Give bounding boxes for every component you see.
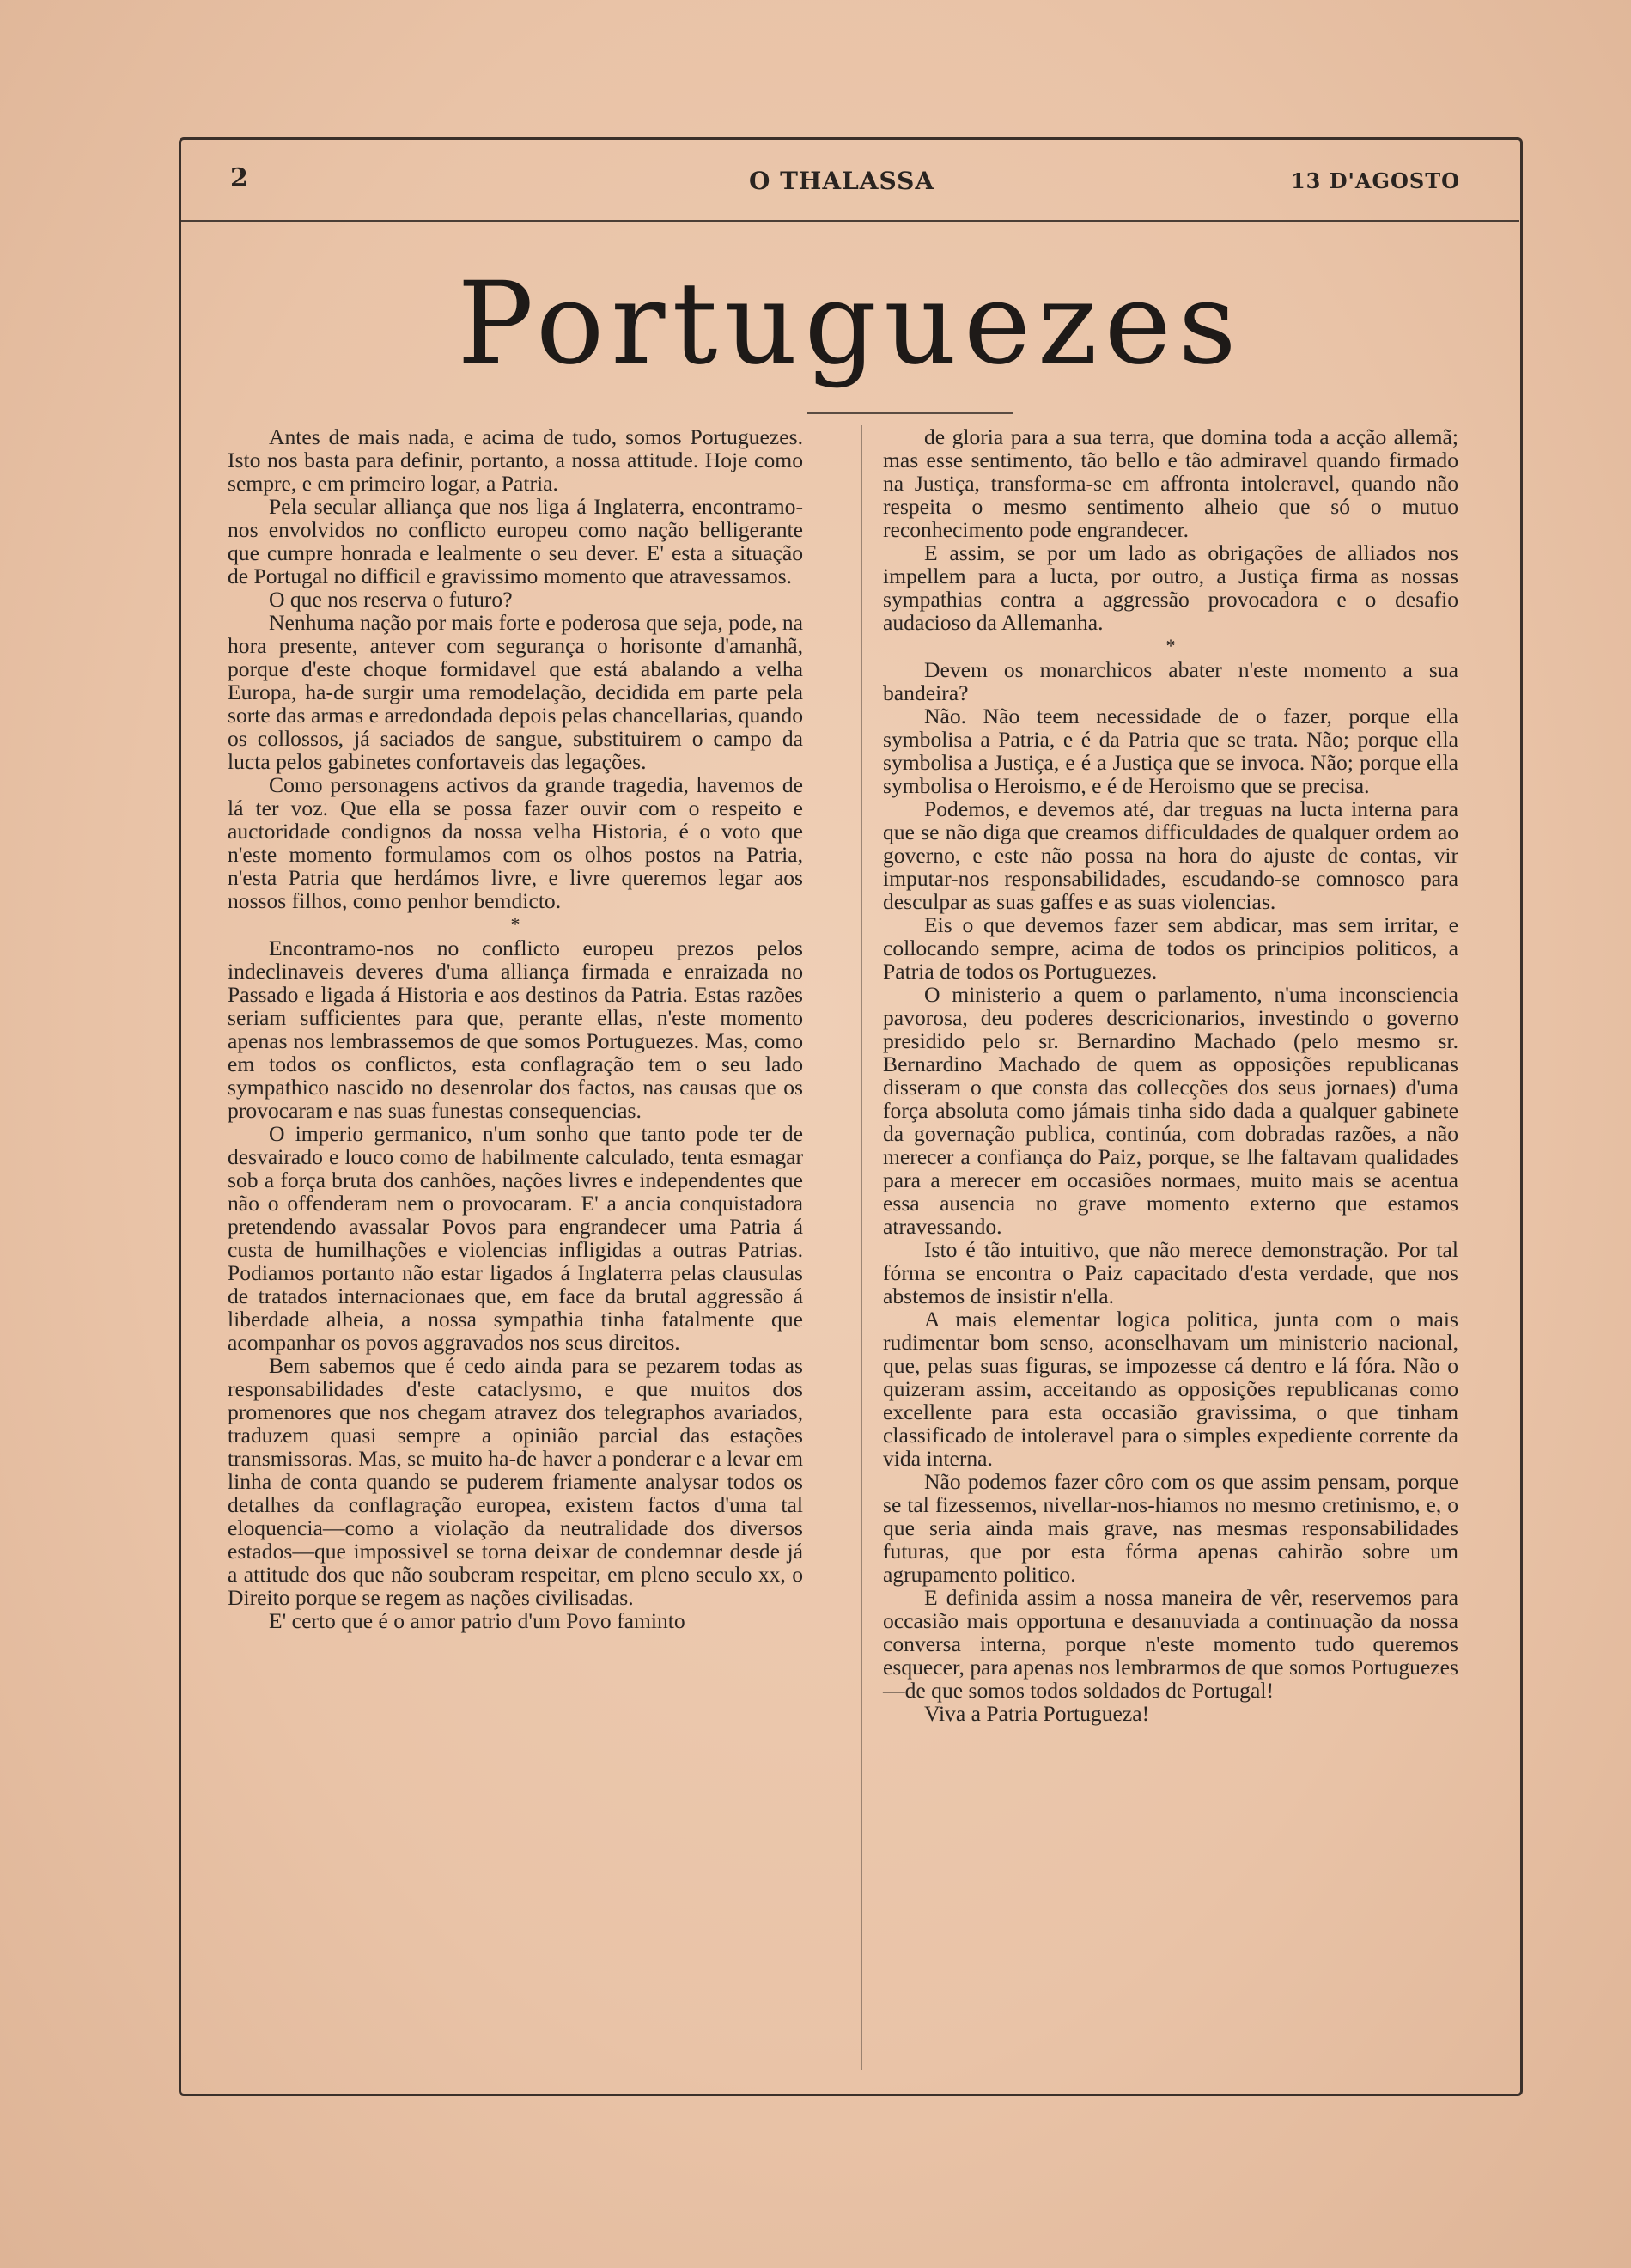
header-rule: [181, 220, 1519, 222]
paragraph: Bem sabemos que é cedo ainda para se pezarem todas as responsabilidades d'este cataclysmo, e que muitos dos promenores que nos chegam atravez dos telegraphos avariados, traduzem quasi sempre a opinião parcial das estações transmissoras. Mas, se muito ha-de haver a ponderar e a levar em linha de conta quando se puderem friamente analysar todos os detalhes da conflagração europea, existem factos d'uma tal eloquencia—como a violação da neutralidade dos diversos estados—que impossivel se torna deixar de condemnar desde já a attitude dos que não souberam respeitar, em pleno seculo xx, o Direito porque se regem as nações civilisadas.: [228, 1353, 803, 1610]
paragraph: de gloria para a sua terra, que domina toda a acção allemã; mas esse sentimento, tão bello e tão admiravel quando firmado na Justiça, transforma-se em affronta intoleravel, quando não respeita o mesmo sentimento alheio que só o mutuo reconhecimento pode engrandecer.: [883, 424, 1458, 542]
paragraph: Nenhuma nação por mais forte e poderosa que seja, pode, na hora presente, antever com segurança o horisonte d'amanhã, porque d'este choque formidavel que está abalando a velha Europa, ha-de surgir uma remodelação, decidida em parte pela sorte das armas e arredondada depois pelas chancellarias, quando os collossos, já saciados de sangue, substituirem o campo da lucta pelos gabinetes confortaveis das legações.: [228, 610, 803, 774]
title-rule: [807, 412, 1013, 414]
paragraph: Pela secular alliança que nos liga á Inglaterra, encontramo-nos envolvidos no conflicto europeu como nação belligerante que cumpre honrada e lealmente o seu dever. E' esta a situação de Portugal no difficil e gravissimo momento que atravessamos.: [228, 494, 803, 588]
page-header: [223, 163, 1460, 198]
paragraph: E assim, se por um lado as obrigações de alliados nos impellem para a lucta, por outro, a Justiça firma as nossas sympathias contra a aggressão provocadora e o desafio audacioso da Allemanha.: [883, 540, 1458, 635]
column-divider: [861, 425, 862, 2070]
right-column: [883, 425, 1458, 1725]
left-column: [228, 425, 803, 1632]
section-separator: *: [1165, 635, 1176, 656]
paragraph: A mais elementar logica politica, junta com o mais rudimentar bom senso, aconselhavam um ministerio nacional, que, pelas suas figuras, se impozesse cá dentro e lá fóra. Não o quizeram assim, acceitando as opposições republicanas como excellente para esta occasião gravissima, o que tinham classificado de intoleravel para o simples expediente corrente da vida interna.: [883, 1307, 1458, 1471]
paragraph: E definida assim a nossa maneira de vêr, reservemos para occasião mais opportuna e desanuviada a continuação da nossa conversa interna, porque n'este momento tudo queremos esquecer, para apenas nos lembrarmos de que somos Portuguezes—de que somos todos soldados de Portugal!: [883, 1585, 1458, 1703]
paragraph: Como personagens activos da grande tragedia, havemos de lá ter voz. Que ella se possa fazer ouvir com o respeito e auctoridade condignos da nossa velha Historia, é o voto que n'este momento formulamos com os olhos postos na Patria, n'esta Patria que herdámos livre, e livre queremos legar aos nossos filhos, como penhor bemdicto.: [228, 772, 803, 913]
paragraph: Eis o que devemos fazer sem abdicar, mas sem irritar, e collocando sempre, acima de todos os principios politicos, a Patria de todos os Portuguezes.: [883, 912, 1458, 984]
section-separator: *: [510, 913, 520, 935]
paragraph: O ministerio a quem o parlamento, n'uma inconsciencia pavorosa, deu poderes descricionarios, investindo o governo presidido pelo sr. Bernardino Machado (pelo mesmo sr. Bernardino Machado de quem as opposições republicanas disseram o que consta das collecções dos seus jornaes) d'uma força absoluta como jámais tinha sido dada a qualquer gabinete da governação publica, continúa, com dobradas razões, a não merecer a confiança do Paiz, porque, se lhe faltavam qualidades para a merecer em occasiões normaes, muito mais se acentua essa ausencia no grave momento externo que estamos atravessando.: [883, 982, 1458, 1239]
article-title: Portuguezes: [457, 258, 1244, 390]
paragraph: E' certo que é o amor patrio d'um Povo faminto: [269, 1608, 685, 1633]
newspaper-name: O THALASSA: [748, 167, 935, 195]
paragraph: Não. Não teem necessidade de o fazer, porque ella symbolisa a Patria, e é da Patria que se trata. Não; porque ella symbolisa a Justiça, e é a Justiça que se invoca. Não; porque ella symbolisa o Heroismo, e é de Heroismo que se precisa.: [883, 704, 1458, 798]
issue-date: 13 D'AGOSTO: [1290, 168, 1460, 193]
paragraph: O que nos reserva o futuro?: [269, 587, 513, 612]
paragraph: Devem os monarchicos abater n'este momento a sua bandeira?: [883, 657, 1458, 705]
paragraph: Antes de mais nada, e acima de tudo, somos Portuguezes. Isto nos basta para definir, portanto, a nossa attitude. Hoje como sempre, e em primeiro logar, a Patria.: [228, 424, 803, 496]
paragraph: Isto é tão intuitivo, que não merece demonstração. Por tal fórma se encontra o Paiz capacitado d'esta verdade, que nos abstemos de insistir n'ella.: [883, 1237, 1458, 1308]
paragraph: Viva a Patria Portugueza!: [924, 1701, 1150, 1726]
paragraph: Podemos, e devemos até, dar treguas na lucta interna para que se não diga que creamos difficuldades de qualquer ordem ao governo, e este não possa na hora do ajuste de contas, vir imputar-nos responsabilidades, escudando-se comnosco para desculpar as suas gaffes e as suas violencias.: [883, 796, 1458, 914]
paragraph: O imperio germanico, n'um sonho que tanto pode ter de desvairado e louco como de habilmente calculado, tenta esmagar sob a força bruta dos canhões, nações livres e independentes que não o offenderam nem o provocaram. E' a ancia conquistadora pretendendo avassalar Povos para engrandecer uma Patria á custa de humilhações e violencias infligidas a outras Patrias. Podiamos portanto não estar ligados á Inglaterra pelas clausulas de tratados internacionaes que, em face da brutal aggressão á liberdade alheia, a nossa sympathia tinha fatalmente que acompanhar os povos aggravados nos seus direitos.: [228, 1121, 803, 1355]
paragraph: Não podemos fazer côro com os que assim pensam, porque se tal fizessemos, nivellar-nos-hiamos no mesmo cretinismo, e, o que seria ainda mais grave, nas mesmas responsabilidades futuras, que por esta fórma apenas cahirão sobre um agrupamento politico.: [883, 1469, 1458, 1587]
page-number: 2: [230, 163, 248, 193]
paragraph: Encontramo-nos no conflicto europeu prezos pelos indeclinaveis deveres d'uma alliança firmada e enraizada no Passado e ligada á Historia e aos destinos da Patria. Estas razões seriam sufficientes para que, perante ellas, n'este momento apenas nos lembrassemos de que somos Portuguezes. Mas, como em todos os conflictos, esta conflagração tem o seu lado sympathico nascido no desenrolar dos factos, nas causas que os provocaram e nas suas funestas consequencias.: [228, 936, 803, 1123]
